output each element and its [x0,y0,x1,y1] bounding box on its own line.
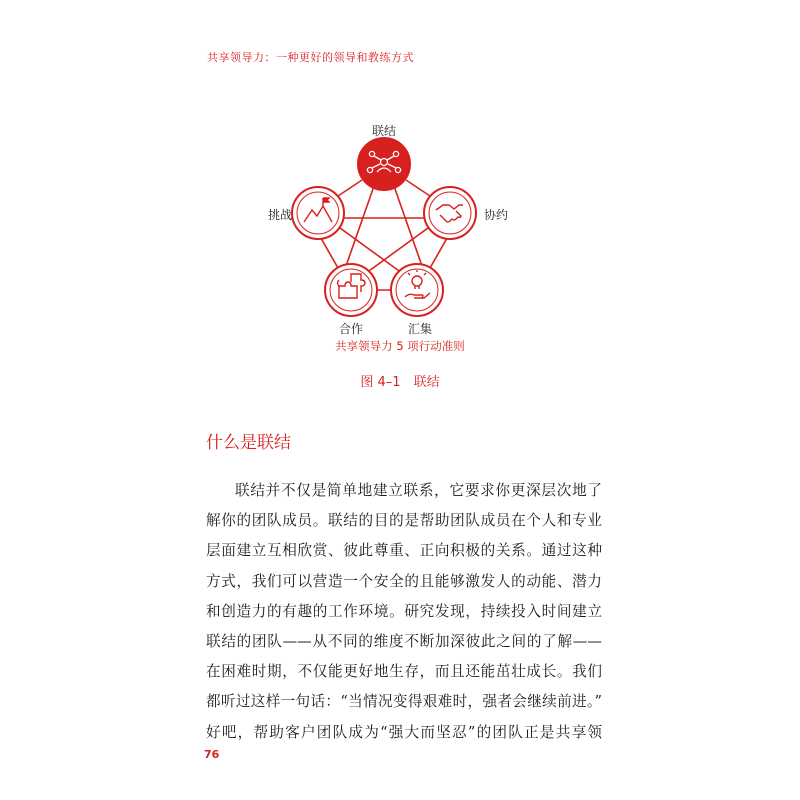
node-agree [424,187,476,239]
node-cooperate [325,264,377,316]
node-label-cooperate: 合作 [339,322,364,336]
body-line: 好吧，帮助客户团队成为“强大而坚忍”的团队正是共享领 [206,723,602,741]
edge-connect-agree [406,180,430,196]
section-heading: 什么是联结 [206,433,291,453]
diagram-caption: 共享领导力 5 项行动准则 [335,339,465,353]
page-number: 76 [204,748,220,761]
node-connect [358,138,410,190]
node-label-challenge: 挑战 [268,208,293,222]
body-line: 和创造力的有趣的工作环境。研究发现，持续投入时间建立 [206,602,602,620]
edge-connect-cooperate [346,186,374,266]
node-label-agree: 协约 [484,208,509,222]
body-line: 都听过这样一句话：“当情况变得艰难时，强者会继续前进。” [206,693,602,711]
body-paragraph [206,476,602,748]
node-gather [391,264,443,316]
body-line: 解你的团队成员。联结的目的是帮助团队成员在个人和专业 [206,512,602,530]
node-label-gather: 汇集 [408,322,433,336]
edge-connect-gather [394,186,422,266]
diagram-graphic [262,118,502,348]
node-challenge [292,187,344,239]
running-header: 共享领导力：一种更好的领导和教练方式 [207,51,414,64]
five-principles-diagram [262,118,509,348]
figure-caption: 图 4–1 联结 [360,375,440,390]
body-line: 层面建立互相欣赏、彼此尊重、正向积极的关系。通过这种 [206,542,602,560]
body-line: 联结的团队——从不同的维度不断加深彼此之间的了解—— [206,632,602,650]
edge-connect-challenge [338,180,362,196]
body-line: 在困难时期，不仅能更好地生存，而且还能茁壮成长。我们 [206,663,602,681]
node-label-connect: 联结 [372,124,397,138]
body-line: 联结并不仅是简单地建立联系，它要求你更深层次地了 [235,482,602,499]
body-line: 方式，我们可以营造一个安全的且能够激发人的动能、潜力 [206,572,602,590]
